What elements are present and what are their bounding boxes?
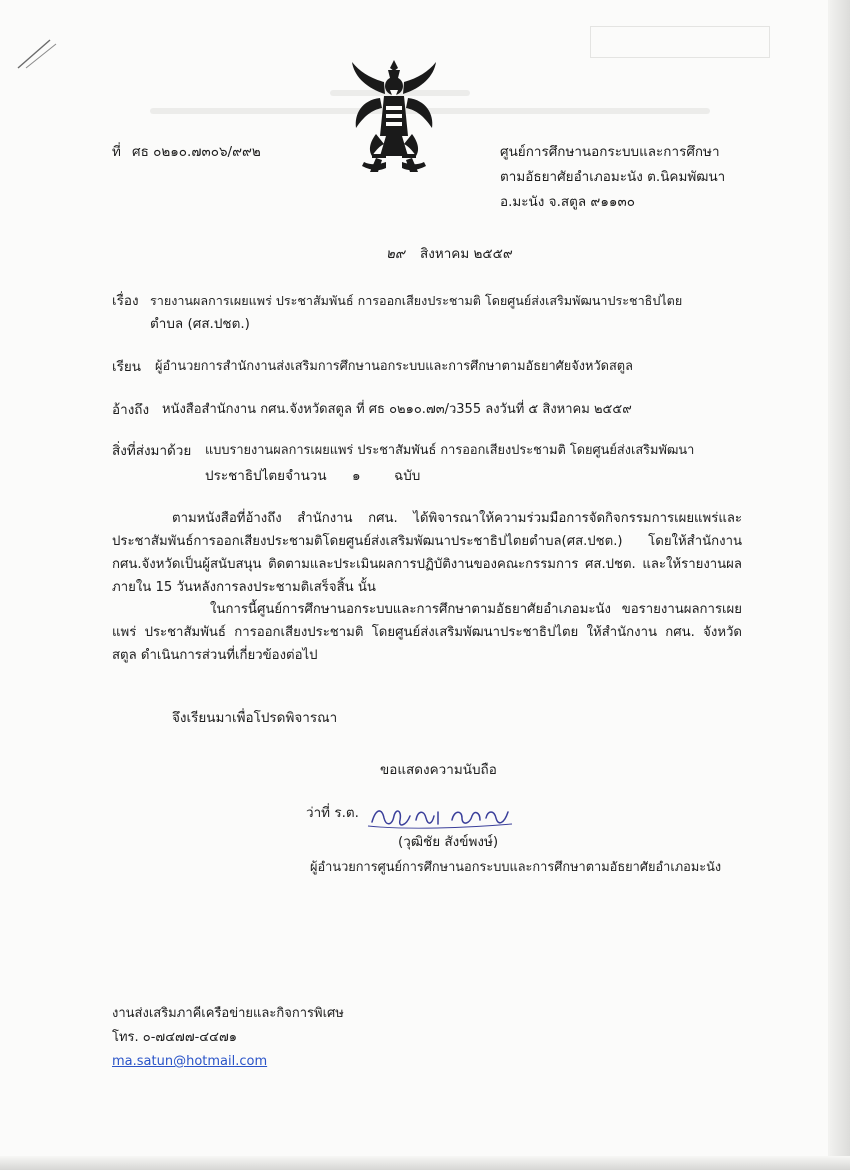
sender-address-line: ศูนย์การศึกษานอกระบบและการศึกษา [500, 144, 720, 160]
paper-edge-right [828, 0, 850, 1170]
scan-mark [16, 30, 72, 70]
bleed-through-box [590, 26, 770, 58]
enclosure-line: แบบรายงานผลการเผยแพร่ ประชาสัมพันธ์ การออกเสียงประชามติ โดยศูนย์ส่งเสริมพัฒนา [205, 443, 695, 458]
signature-prefix: ว่าที่ ร.ต. [306, 805, 359, 821]
body-paragraph: ในการนี้ศูนย์การศึกษานอกระบบและการศึกษาตามอัธยาศัยอำเภอมะนัง ขอรายงานผลการเผยแพร่ ประชาสัมพันธ์ การออกเสียงประชามติ โดยศูนย์ส่งเสริมพัฒนาประชาธิปไตย ให้สำนักงาน กศน. จังหวัดสตูล ดำเนินการส่วนที่เกี่ยวข้องต่อไป [112, 602, 742, 663]
signer-name: (วุฒิชัย สังข์พงษ์) [398, 834, 499, 850]
body-paragraph: ตามหนังสือที่อ้างถึง สำนักงาน กศน. ได้พิจารณาให้ความร่วมมือการจัดกิจกรรมการเผยแพร่และประชาสัมพันธ์การออกเสียงประชามติโดยศูนย์ส่งเสริมพัฒนาประชาธิปไตยตำบล(ศส.ปชต.) โดยให้สำนักงาน กศน.จังหวัดเป็นผู้สนับสนุน ติดตามและประเมินผลการปฏิบัติงานของคณะกรรมการ ศส.ปชต. และให้รายงานผล ภายใน 15 วันหลังการลงประชามติเสร็จสิ้น นั้น [112, 511, 742, 595]
subject-line: ตำบล (ศส.ปชต.) [150, 316, 250, 332]
closing-request: จึงเรียนมาเพื่อโปรดพิจารณา [172, 710, 338, 726]
enclosure-label: สิ่งที่ส่งมาด้วย [112, 443, 192, 459]
subject-line: รายงานผลการเผยแพร่ ประชาสัมพันธ์ การออกเสียงประชามติ โดยศูนย์ส่งเสริมพัฒนาประชาธิปไตย [150, 293, 683, 308]
enclosure-count: ๑ [352, 468, 361, 484]
date-month-year: สิงหาคม ๒๕๕๙ [420, 246, 513, 262]
reference-text: หนังสือสำนักงาน กศน.จังหวัดสตูล ที่ ศธ ๐๒๑๐.๗๓/ว355 ลงวันที่ ๕ สิงหาคม ๒๕๕๙ [162, 402, 632, 417]
garuda-emblem [346, 58, 442, 176]
contact-unit: งานส่งเสริมภาคีเครือข่ายและกิจการพิเศษ [112, 1006, 344, 1021]
ref-label: ที่ [112, 144, 121, 160]
contact-phone: โทร. ๐-๗๔๗๗-๔๔๗๑ [112, 1030, 237, 1045]
subject-label: เรื่อง [112, 293, 139, 309]
sender-address-line: อ.มะนัง จ.สตูล ๙๑๑๓๐ [500, 194, 635, 210]
ref-number: ศธ ๐๒๑๐.๗๓๐๖/๙๙๒ [132, 144, 261, 160]
handwritten-signature [366, 800, 514, 834]
to-text: ผู้อำนวยการสำนักงานส่งเสริมการศึกษานอกระบบและการศึกษาตามอัธยาศัยจังหวัดสตูล [155, 359, 633, 374]
contact-email-link[interactable]: ma.satun@hotmail.com [112, 1054, 268, 1069]
paper-edge-bottom [0, 1156, 850, 1170]
to-label: เรียน [112, 359, 142, 375]
date-day: ๒๙ [386, 246, 405, 262]
signer-title: ผู้อำนวยการศูนย์การศึกษานอกระบบและการศึกษาตามอัธยาศัยอำเภอมะนัง [310, 860, 722, 875]
sender-address-line: ตามอัธยาศัยอำเภอมะนัง ต.นิคมพัฒนา [500, 169, 726, 185]
enclosure-line: ประชาธิปไตยจำนวน [205, 468, 327, 484]
enclosure-unit: ฉบับ [394, 468, 421, 484]
reference-label: อ้างถึง [112, 402, 150, 418]
closing-salutation: ขอแสดงความนับถือ [380, 762, 497, 778]
